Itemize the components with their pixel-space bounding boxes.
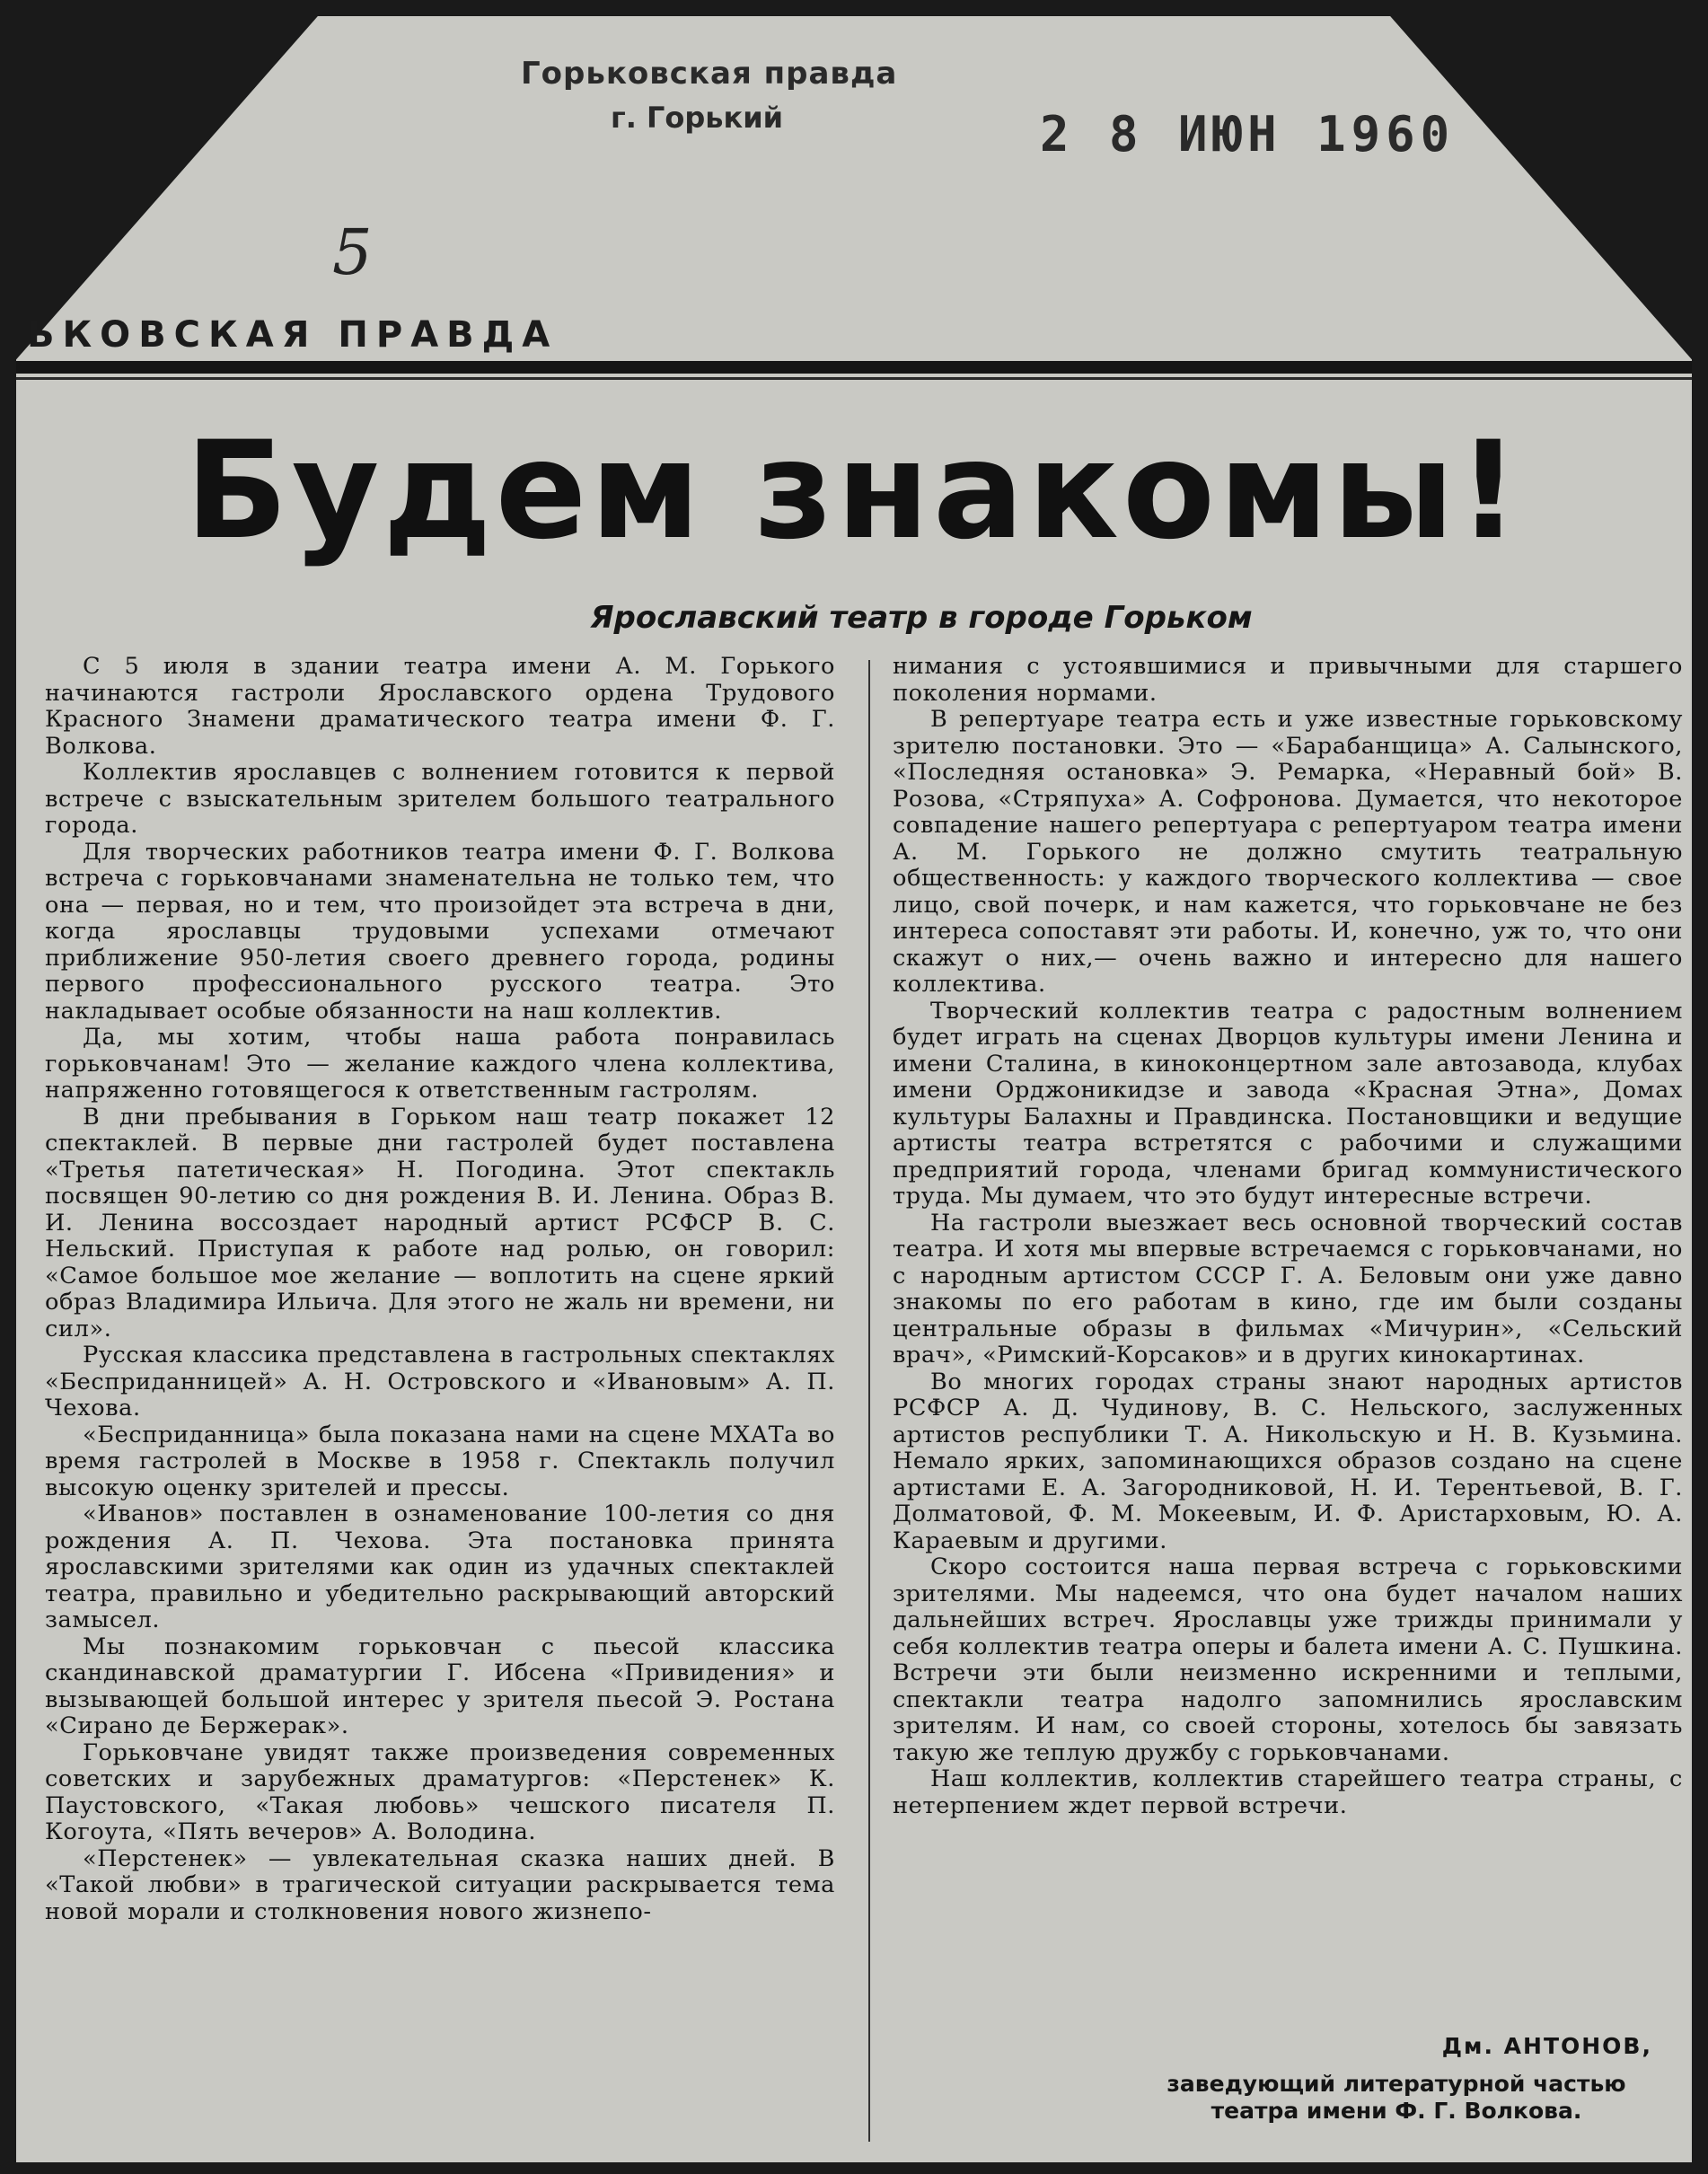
paragraph: Горьковчане увидят также произведения современных советских и зарубежных драматургов: «Перстенек» К. Паустовского, «Такая любовь» чешского писателя П. Когоута, «Пять вечеров» А. Володина. bbox=[45, 1738, 835, 1845]
paragraph: нимания с устоявшимися и привычными для старшего поколения нормами. bbox=[893, 653, 1683, 707]
stamp-date: 2 8 ИЮН 1960 bbox=[1040, 106, 1456, 163]
article-headline: Будем знакомы! bbox=[185, 413, 1523, 569]
article-column-left bbox=[45, 654, 835, 1925]
paragraph: На гастроли выезжает весь основной творческий состав театра. И хотя мы впервые встречаемся с горьковчанами, но с народным артистом СССР Г. А. Беловым они уже давно знакомы по его работам в кино, где им были созданы центральные образы в фильмах «Мичурин», «Сельский врач», «Римский-Корсаков» и в других кинокартинах. bbox=[893, 1209, 1683, 1369]
paragraph: Скоро состоится наша первая встреча с горьковскими зрителями. Мы надеемся, что она будет началом наших дальнейших встреч. Ярославцы уже трижды принимали у себя коллектив театра оперы и балета имени А. С. Пушкина. Встречи эти были неизменно искренними и теплыми, спектакли театра надолго запомнились ярославским зрителям. И нам, со своей стороны, хотелось бы завязать такую же теплую дружбу с горьковчанами. bbox=[893, 1553, 1683, 1766]
author-title-line-1: заведующий литературной частью bbox=[1167, 2071, 1626, 2097]
paragraph: Да, мы хотим, чтобы наша работа понравилась горьковчанам! Это — желание каждого члена коллектива, напряженно готовящегося к ответственным гастролям. bbox=[45, 1024, 835, 1104]
handwritten-number: 5 bbox=[332, 216, 373, 289]
paragraph: Во многих городах страны знают народных артистов РСФСР А. Д. Чудинову, В. С. Нельского, заслуженных артистов республики Т. А. Никольскую и Н. В. Кузьмина. Немало ярких, запоминающихся образов создано на сцене артистами Е. А. Загородниковой, Н. И. Терентьевой, В. Г. Долматовой, Ф. М. Мокеевым, И. Ф. Аристарховым, Ю. А. Караевым и другими. bbox=[893, 1368, 1683, 1554]
masthead-rule-thin bbox=[16, 377, 1692, 380]
paragraph: Для творческих работников театра имени Ф. Г. Волкова встреча с горьковчанами знаменательна не только тем, что она — первая, но и тем, что произойдет эта встреча в дни, когда ярославцы трудовыми успехами отмечают приближение 950-летия своего древнего города, родины первого профессионального русского театра. Это накладывает особые обязанности на наш коллектив. bbox=[45, 838, 835, 1025]
paragraph: «Иванов» поставлен в ознаменование 100-летия со дня рождения А. П. Чехова. Эта постановка принята ярославскими зрителями как один из удачных спектаклей театра, правильно и убедительно раскрывающий авторский замысел. bbox=[45, 1501, 835, 1633]
paragraph: Наш коллектив, коллектив старейшего театра страны, с нетерпением ждет первой встречи. bbox=[893, 1765, 1683, 1819]
paragraph: В дни пребывания в Горьком наш театр покажет 12 спектаклей. В первые дни гастролей будет поставлена «Третья патетическая» Н. Погодина. Этот спектакль посвящен 90-летию со дня рождения В. И. Ленина. Образ В. И. Ленина воссоздает народный артист РСФСР В. С. Нельский. Приступая к работе над ролью, он говорил: «Самое большое мое желание — воплотить на сцене яркий образ Владимира Ильича. Для этого не жаль ни времени, ни сил». bbox=[45, 1103, 835, 1342]
paragraph: Русская классика представлена в гастрольных спектаклях «Бесприданницей» А. Н. Островского и «Ивановым» А. П. Чехова. bbox=[45, 1342, 835, 1421]
author-title-line-2: театра имени Ф. Г. Волкова. bbox=[1211, 2098, 1582, 2124]
author-signature bbox=[1140, 2033, 1652, 2125]
paragraph: Мы познакомим горьковчан с пьесой классика скандинавской драматургии Г. Ибсена «Привидения» и вызывающей большой интерес у зрителя пьесой Э. Ростана «Сирано де Бержерак». bbox=[45, 1633, 835, 1739]
paragraph: «Перстенек» — увлекательная сказка наших дней. В «Такой любви» в трагической ситуации раскрывается тема новой морали и столкновения нового жизнепо- bbox=[45, 1844, 835, 1925]
article-subtitle: Ярославский театр в городе Горьком bbox=[590, 600, 1253, 636]
column-divider bbox=[868, 660, 870, 2142]
paragraph: С 5 июля в здании театра имени А. М. Горького начинаются гастроли Ярославского ордена Трудового Красного Знамени драматического театра имени Ф. Г. Волкова. bbox=[45, 653, 835, 760]
paragraph: Творческий коллектив театра с радостным волнением будет играть на сценах Дворцов культуры имени Ленина и имени Сталина, в киноконцертном зале автозавода, клубах имени Орджоникидзе и завода «Красная Этна», Домах культуры Балахны и Правдинска. Постановщики и ведущие артисты театра встретятся с рабочими и служащими предприятий города, членами бригад коммунистического труда. Мы думаем, что это будут интересные встречи. bbox=[893, 997, 1683, 1210]
stamp-city: г. Горький bbox=[611, 101, 784, 135]
paragraph: Коллектив ярославцев с волнением готовится к первой встрече с взыскательным зрителем большого театрального города. bbox=[45, 759, 835, 839]
paragraph: «Бесприданница» была показана нами на сцене МХАТа во время гастролей в Москве в 1958 г. Спектакль получил высокую оценку зрителей и прессы. bbox=[45, 1421, 835, 1501]
paragraph: В репертуаре театра есть и уже известные горьковскому зрителю постановки. Это — «Барабанщица» А. Салынского, «Последняя остановка» Э. Ремарка, «Неравный бой» В. Розова, «Стряпуха» А. Софронова. Думается, что некоторое совпадение нашего репертуара с репертуаром театра имени А. М. Горького не должно смутить театральную общественность: у каждого творческого коллектива — свое лицо, свой почерк, и нам кажется, что горьковчане не без интереса сопоставят эти работы. И, конечно, уж то, что они скажут о них,— очень важно и интересно для нашего коллектива. bbox=[893, 706, 1683, 998]
author-name: Дм. АНТОНОВ, bbox=[1441, 2033, 1652, 2059]
newspaper-masthead: ЬКОВСКАЯ ПРАВДА bbox=[27, 314, 559, 356]
stamp-paper-name: Горьковская правда bbox=[521, 56, 898, 92]
article-column-right bbox=[893, 654, 1683, 1819]
masthead-rule bbox=[16, 361, 1692, 374]
